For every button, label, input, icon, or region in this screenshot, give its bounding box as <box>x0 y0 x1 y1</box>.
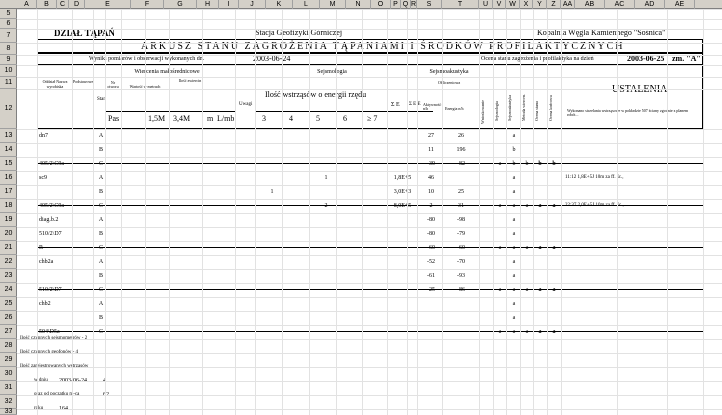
m34-label: 3,4M <box>173 114 191 123</box>
footer-w-dniu-date: 2003-06-24 <box>59 378 87 384</box>
cell-stan[interactable]: C <box>98 245 103 251</box>
row-header-32[interactable]: 32 <box>0 395 17 409</box>
cell-stan[interactable]: B <box>98 315 103 321</box>
cell-sum[interactable]: 3,0E+3 <box>393 189 412 195</box>
gridline-v <box>105 9 106 415</box>
cell-u2[interactable]: a <box>512 217 516 223</box>
column-header-AD[interactable]: AD <box>635 0 665 9</box>
gridline-v <box>255 9 256 415</box>
column-header-O[interactable]: O <box>371 0 391 9</box>
cell-energ[interactable]: 196 <box>456 147 466 153</box>
row-header-26[interactable]: 26 <box>0 311 17 325</box>
gridline-h <box>17 157 722 158</box>
cell-u2[interactable]: b <box>512 161 516 167</box>
footer-roku-val: 164 <box>59 406 68 412</box>
gridline-v <box>417 9 418 415</box>
cell-energ[interactable]: -70 <box>457 259 465 265</box>
ustalenia-label: USTALENIA <box>612 84 668 95</box>
cell-u2[interactable]: a <box>512 231 516 237</box>
cell-u3[interactable]: a <box>525 203 529 209</box>
lmb-label: L/mb <box>217 114 235 123</box>
footer-od-pocz: oraz od początku m-ca <box>34 392 80 397</box>
gridline-v <box>703 9 704 415</box>
column-header-I[interactable]: I <box>219 0 239 9</box>
cell-aktyw[interactable]: -80 <box>427 231 435 237</box>
cell-aktyw[interactable]: -60 <box>427 245 435 251</box>
cell-note[interactable]: 11:12 1,8E+5J 10m za ff. śc., <box>565 175 624 180</box>
gridline-h <box>17 339 722 340</box>
gridline-v <box>493 9 494 415</box>
cell-stan[interactable]: B <box>98 273 103 279</box>
cell-aktyw[interactable]: -61 <box>427 273 435 279</box>
row-header-6[interactable]: 6 <box>0 19 17 29</box>
cell-note[interactable]: 22:37 2,0E+5J 10m za ff. śc., <box>565 203 624 208</box>
obliczenia-label: Obliczeniowa <box>437 80 461 85</box>
gridline-h <box>17 283 722 284</box>
column-header-AE[interactable]: AE <box>665 0 695 9</box>
energ-label: Energia n/h <box>445 106 464 111</box>
row-header-8[interactable]: 8 <box>0 43 17 55</box>
gridline-h <box>17 367 722 368</box>
gridline-h <box>17 297 722 298</box>
e5-label: 5 <box>316 114 320 123</box>
cell-aktyw[interactable]: 11 <box>428 147 434 153</box>
gridline-v <box>309 9 310 415</box>
cell-name[interactable]: diag.b.2 <box>39 217 59 223</box>
stacja-label: Stacja Geofizyki Górniczej <box>255 28 343 37</box>
footer-wstrzasy: Ilość zarejestrowanych wstrząsów <box>20 364 89 369</box>
gridline-v <box>37 9 38 415</box>
cell-stan[interactable]: A <box>98 175 104 181</box>
row-header-29[interactable]: 29 <box>0 353 17 367</box>
gridline-h <box>17 409 722 410</box>
cell-u4[interactable]: a <box>538 287 542 293</box>
cell-sum[interactable]: 1,8E+5 <box>393 175 412 181</box>
sejsmologia-label: Sejsmologia <box>317 69 347 75</box>
cell-u5[interactable]: a <box>552 329 556 335</box>
cell-stan[interactable]: A <box>98 217 104 223</box>
e6-label: 6 <box>343 114 347 123</box>
row-header-11[interactable]: 11 <box>0 77 17 89</box>
row-header-17[interactable]: 17 <box>0 185 17 199</box>
sejsmoakustyka-label: Sejsmoakustyka <box>429 69 469 75</box>
column-header-AB[interactable]: AB <box>575 0 605 9</box>
ustalenia-text: Wykonano strzelania wstrząsowe w pokładzie 507 ściany zgodnie z planem robót... <box>567 108 689 117</box>
cell-u2[interactable]: a <box>512 287 516 293</box>
ocena-label: Ocena stanu zagrożenia i profilaktyka na dzień <box>481 56 594 62</box>
cell-name[interactable]: 405/2\C9a <box>39 203 64 209</box>
cell-aktyw[interactable]: 27 <box>428 133 434 139</box>
cell-u4[interactable]: a <box>538 245 542 251</box>
gridline-v <box>362 9 363 415</box>
cell-stan[interactable]: B <box>98 231 103 237</box>
gridline-h <box>17 241 722 242</box>
column-header-N[interactable]: N <box>346 0 371 9</box>
footer-od-pocz-val: 62 <box>103 392 109 398</box>
column-header-V[interactable]: V <box>493 0 506 9</box>
gridline-v <box>407 9 408 415</box>
kopalnia-label: Kopalnia Węgla Kamiennego "Sośnica" <box>537 28 666 37</box>
cell-u4[interactable]: a <box>538 329 542 335</box>
wyniki-date: 2003-06-24 <box>253 54 291 63</box>
footer-geofony: Ilość czynnych geofonów - 4 <box>20 350 79 355</box>
cell-energ[interactable]: 25 <box>458 189 464 195</box>
column-header-L[interactable]: L <box>293 0 320 9</box>
cell-name[interactable]: 510/2\D7 <box>39 287 62 293</box>
cell-u4[interactable]: b <box>538 161 542 167</box>
column-header-H[interactable]: H <box>197 0 219 9</box>
cell-name[interactable]: chb2a <box>39 259 54 265</box>
cell-u2[interactable]: a <box>512 301 516 307</box>
column-header-W[interactable]: W <box>506 0 520 9</box>
uwagi-label: Uwagi <box>239 102 253 107</box>
cell-e5[interactable]: 1 <box>324 175 328 181</box>
e3-label: 3 <box>262 114 266 123</box>
cell-u2[interactable]: a <box>512 133 516 139</box>
column-header-P[interactable]: P <box>391 0 401 9</box>
cell-energ[interactable]: 26 <box>458 133 464 139</box>
gridline-h <box>17 19 722 20</box>
ocena-date: 2003-06-25 <box>627 54 665 63</box>
row-header-20[interactable]: 20 <box>0 227 17 241</box>
row-header-22[interactable]: 22 <box>0 255 17 269</box>
column-header-AC[interactable]: AC <box>605 0 635 9</box>
cell-name[interactable]: sc9 <box>39 175 47 181</box>
sheet-grid[interactable] <box>17 9 722 415</box>
cell-u3[interactable]: a <box>525 287 529 293</box>
row-header-7[interactable]: 7 <box>0 29 17 43</box>
column-header-K[interactable]: K <box>266 0 293 9</box>
cell-u5[interactable]: b <box>552 161 556 167</box>
cell-u2[interactable]: a <box>512 203 516 209</box>
gridline-v <box>145 9 146 415</box>
cell-u5[interactable]: a <box>552 245 556 251</box>
gridline-v <box>506 9 507 415</box>
row-header-28[interactable]: 28 <box>0 339 17 353</box>
row-header-31[interactable]: 31 <box>0 381 17 395</box>
gridline-h <box>17 395 722 396</box>
row-header-27[interactable]: 27 <box>0 325 17 339</box>
cell-u2[interactable]: a <box>512 259 516 265</box>
gridline-h <box>17 171 722 172</box>
column-header-B[interactable]: B <box>37 0 57 9</box>
gridline-v <box>547 9 548 415</box>
cell-stan[interactable]: C <box>98 329 103 335</box>
gridline-h <box>17 65 722 66</box>
footer-w-dniu: w dniu <box>34 378 48 383</box>
gridline-h <box>17 227 722 228</box>
gridline-h <box>17 353 722 354</box>
e4-label: 4 <box>289 114 293 123</box>
gridline-h <box>17 129 722 130</box>
gridline-h <box>17 77 722 78</box>
row-header-18[interactable]: 18 <box>0 199 17 213</box>
m15-label: 1,5M <box>148 114 166 123</box>
cell-u3[interactable]: a <box>525 329 529 335</box>
cell-stan[interactable]: A <box>98 259 104 265</box>
gridline-h <box>17 255 722 256</box>
row-header-16[interactable]: 16 <box>0 171 17 185</box>
cell-energ[interactable]: -79 <box>457 231 465 237</box>
row-header-5[interactable]: 5 <box>0 9 17 19</box>
column-header-E[interactable]: E <box>85 0 131 9</box>
pas-label: Pas <box>108 114 120 123</box>
gridline-h <box>17 43 722 44</box>
gridline-v <box>387 9 388 415</box>
gridline-h <box>17 29 722 30</box>
cell-e5[interactable]: 2 <box>324 203 328 209</box>
cell-energ[interactable]: -86 <box>457 287 465 293</box>
stan-label: Stan <box>97 97 106 102</box>
gridline-h <box>17 269 722 270</box>
gridline-v <box>442 9 443 415</box>
cell-energ[interactable]: -82 <box>457 161 465 167</box>
oddzial-label: Oddział Nazwa wyrobiska <box>42 79 68 89</box>
cell-e3[interactable]: 1 <box>270 189 274 195</box>
e7-label: ≥ 7 <box>367 114 378 123</box>
cell-stan[interactable]: B <box>98 147 103 153</box>
cell-u5[interactable]: a <box>552 203 556 209</box>
cell-u2[interactable]: b <box>512 147 516 153</box>
u4-label: Ocena stanu <box>534 101 539 121</box>
cell-aktyw[interactable]: 10 <box>428 189 434 195</box>
row-header-13[interactable]: 13 <box>0 129 17 143</box>
cell-energ[interactable]: -93 <box>457 273 465 279</box>
cell-u2[interactable]: a <box>512 189 516 195</box>
u1-label: Sejsmologia <box>494 101 499 121</box>
cell-aktyw[interactable]: -25 <box>427 287 435 293</box>
gridline-v <box>121 9 122 415</box>
gridline-v <box>235 9 236 415</box>
cell-aktyw[interactable]: 46 <box>428 175 434 181</box>
cell-energ[interactable]: -98 <box>457 217 465 223</box>
row-header-25[interactable]: 25 <box>0 297 17 311</box>
cell-u2[interactable]: a <box>512 175 516 181</box>
gridline-h <box>17 199 722 200</box>
cell-sum[interactable]: 8,0E+5 <box>393 203 412 209</box>
cell-stan[interactable]: C <box>98 161 103 167</box>
cell-u2[interactable]: a <box>512 245 516 251</box>
ilosc-zw-label: Ilość zwiercin <box>178 78 202 83</box>
cell-aktyw[interactable]: -52 <box>427 259 435 265</box>
cell-stan[interactable]: B <box>98 189 103 195</box>
cell-u1[interactable]: a <box>498 287 502 293</box>
column-header-X[interactable]: X <box>520 0 533 9</box>
row-header-10[interactable]: 10 <box>0 65 17 77</box>
cell-name[interactable]: 510/2\D7 <box>39 231 62 237</box>
footer-w-dniu-val: 4 <box>103 378 106 384</box>
gridline-v <box>72 9 73 415</box>
gridline-v <box>169 9 170 415</box>
cell-u3[interactable]: b <box>525 161 529 167</box>
column-header-F[interactable]: F <box>131 0 164 9</box>
cell-name[interactable]: R <box>39 245 44 251</box>
gridline-h <box>17 9 722 10</box>
cell-u1[interactable]: a <box>498 161 502 167</box>
gridline-h <box>17 143 722 144</box>
cell-energ[interactable]: 31 <box>458 203 464 209</box>
gridline-h <box>17 325 722 326</box>
footer-roku: roku <box>34 406 44 411</box>
gridline-h <box>17 381 722 382</box>
wyniki-label: Wyniki pomiarów i obserwacji wykonanych dn. <box>89 56 205 62</box>
gridline-v <box>93 9 94 415</box>
cell-u4[interactable]: a <box>538 203 542 209</box>
cell-energ[interactable]: -60 <box>457 245 465 251</box>
cell-name[interactable]: 405/2\C9a <box>39 161 64 167</box>
column-header-G[interactable]: G <box>164 0 197 9</box>
row-header-bar <box>0 9 17 415</box>
cell-u1[interactable]: a <box>498 245 502 251</box>
wiercenia-label: Wiercenia małośrednicowe <box>134 69 200 75</box>
cell-name[interactable]: 504\D5a <box>39 329 60 335</box>
gridline-v <box>617 9 618 415</box>
cell-u2[interactable]: a <box>512 273 516 279</box>
gridline-h <box>17 89 722 90</box>
cell-aktyw[interactable]: 2 <box>429 203 433 209</box>
column-header-C[interactable]: C <box>57 0 69 9</box>
column-header-S[interactable]: S <box>417 0 442 9</box>
ilosc-wstrz-label: Ilość wstrząsów o energii rzędu <box>265 90 367 99</box>
column-header-R[interactable]: R <box>411 1 417 8</box>
gridline-v <box>561 9 562 415</box>
column-header-bar <box>0 0 722 9</box>
row-header-9[interactable]: 9 <box>0 55 17 65</box>
gridline-v <box>336 9 337 415</box>
row-header-30[interactable]: 30 <box>0 367 17 381</box>
sum-e-label: Σ E <box>391 102 400 108</box>
cell-u5[interactable]: a <box>552 287 556 293</box>
cell-u2[interactable]: a <box>512 315 516 321</box>
column-header-AA[interactable]: AA <box>561 0 575 9</box>
gridline-v <box>533 9 534 415</box>
column-header-Z[interactable]: Z <box>547 0 561 9</box>
row-header-15[interactable]: 15 <box>0 157 17 171</box>
sum-e2-label: Σ E E <box>409 102 421 107</box>
u2-label: Sejsmoakustyka <box>507 95 512 121</box>
m-label: m <box>207 114 214 123</box>
cell-u3[interactable]: a <box>525 245 529 251</box>
gridline-v <box>667 9 668 415</box>
zmiana-label: zm. "A" <box>672 54 701 63</box>
aktyw-label: Aktywność n/h <box>423 102 442 111</box>
cell-stan[interactable]: A <box>98 133 104 139</box>
cell-stan[interactable]: C <box>98 203 103 209</box>
gridline-h <box>17 185 722 186</box>
cell-name[interactable]: dn7 <box>39 133 48 139</box>
cell-aktyw[interactable]: -80 <box>427 217 435 223</box>
row-header-12[interactable]: 12 <box>0 89 17 129</box>
gridline-v <box>479 9 480 415</box>
cell-u2[interactable]: a <box>512 329 516 335</box>
gridline-v <box>282 9 283 415</box>
gridline-h <box>17 55 722 56</box>
cell-stan[interactable]: C <box>98 287 103 293</box>
row-header-14[interactable]: 14 <box>0 143 17 157</box>
podst-label: Podstawowe <box>73 79 94 84</box>
u5-label: Ocena końcowa <box>548 95 553 121</box>
gridline-v <box>202 9 203 415</box>
column-header-U[interactable]: U <box>479 0 493 9</box>
row-header-23[interactable]: 23 <box>0 269 17 283</box>
gridline-h <box>17 213 722 214</box>
gridline-v <box>520 9 521 415</box>
cell-u1[interactable]: a <box>498 329 502 335</box>
column-header-Y[interactable]: Y <box>533 0 547 9</box>
column-header-M[interactable]: M <box>320 0 346 9</box>
row-header-21[interactable]: 21 <box>0 241 17 255</box>
u3-label: Metoda wiercen. <box>521 94 526 121</box>
column-header-Q[interactable]: Q <box>401 0 411 9</box>
column-header-J[interactable]: J <box>239 0 266 9</box>
nr-label: Nr otworu <box>107 80 119 89</box>
column-header-A[interactable]: A <box>17 0 37 9</box>
arkusz-title: ARKUSZ STANU ZAGROŻENIA TĄPANIAMI I ŚRODKÓW PROFILAKTYCZNYCH <box>141 41 625 52</box>
cell-name[interactable]: chb2 <box>39 301 51 307</box>
column-header-D[interactable]: D <box>69 0 85 9</box>
wartosc-label: Wartość w metrach <box>129 84 161 89</box>
row-header-19[interactable]: 19 <box>0 213 17 227</box>
footer-sejsmometry: Ilość czynnych sejsmometrów - 2 <box>20 336 88 341</box>
gridline-h <box>17 311 722 312</box>
wnioskow-label: Wnioskowanie <box>480 100 485 124</box>
dzial-title: DZIAŁ TĄPAŃ <box>54 28 115 38</box>
cell-stan[interactable]: A <box>98 301 104 307</box>
cell-aktyw[interactable]: -39 <box>427 161 435 167</box>
cell-u1[interactable]: a <box>498 203 502 209</box>
row-header-33[interactable]: 33 <box>0 409 17 415</box>
row-header-24[interactable]: 24 <box>0 283 17 297</box>
column-header-T[interactable]: T <box>442 0 479 9</box>
